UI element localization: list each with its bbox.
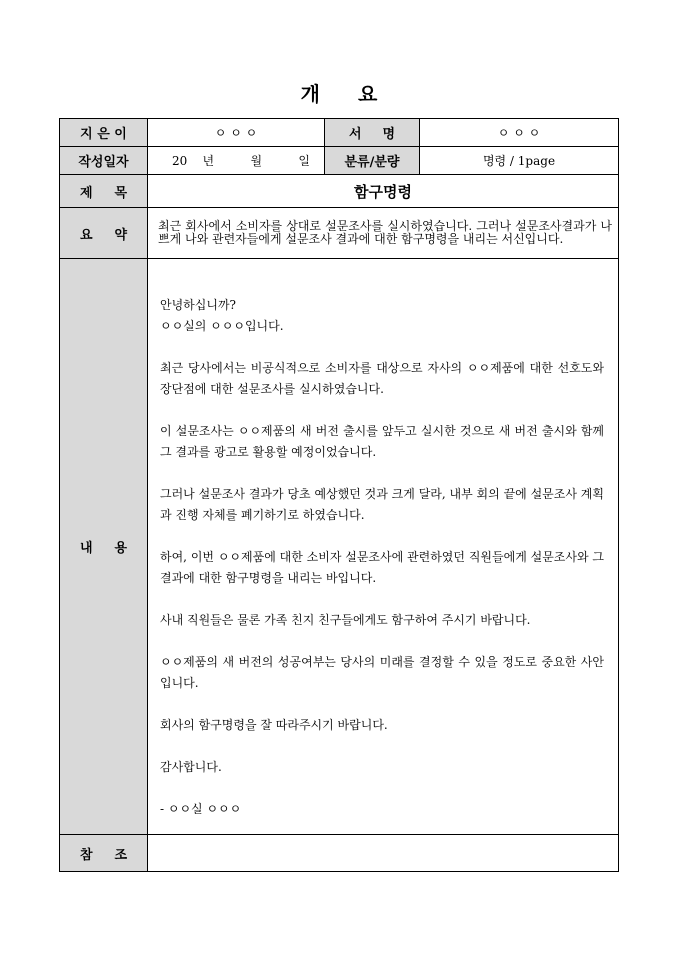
content-paragraph-6: ㅇㅇ제품의 새 버전의 성공여부는 당사의 미래를 결정할 수 있을 정도로 중요한 사안입니다.	[160, 655, 604, 690]
reference-row	[60, 835, 619, 872]
content-label: 내 용	[60, 259, 148, 835]
reference-value	[148, 835, 619, 872]
subject-label: 제 목	[60, 175, 148, 208]
sender-line: ㅇㅇ실의 ㅇㅇㅇ입니다.	[160, 319, 284, 333]
date-month-unit: 월	[250, 154, 263, 168]
date-year: 20 년	[172, 154, 215, 168]
overview-form-table	[59, 118, 619, 872]
summary-label: 요 약	[60, 208, 148, 259]
reference-label: 참 조	[60, 835, 148, 872]
content-body	[148, 259, 619, 835]
signature-label-2: 명	[382, 127, 395, 142]
summary-row	[60, 208, 619, 259]
content-paragraph-5: 사내 직원들은 물론 가족 친지 친구들에게도 함구하여 주시기 바랍니다.	[160, 613, 531, 627]
greeting-line: 안녕하십니까?	[160, 298, 236, 312]
signature-label	[325, 119, 420, 147]
date-row	[60, 147, 619, 175]
subject-row	[60, 175, 619, 208]
document-title-part2: 요	[358, 82, 380, 106]
author-value: ㅇ ㅇ ㅇ	[148, 119, 325, 147]
signature-label-1: 서	[349, 127, 362, 142]
content-paragraph-3: 그러나 설문조사 결과가 당초 예상했던 것과 크게 달라, 내부 회의 끝에 설문조사 계획과 진행 자체를 폐기하기로 하였습니다.	[160, 487, 604, 522]
author-row	[60, 119, 619, 147]
content-paragraph-1: 최근 당사에서는 비공식적으로 소비자를 대상으로 자사의 ㅇㅇ제품에 대한 선호도와 장단점에 대한 설문조사를 실시하였습니다.	[160, 361, 604, 396]
content-paragraph-2: 이 설문조사는 ㅇㅇ제품의 새 버전 출시를 앞두고 실시한 것으로 새 버전 출시와 함께 그 결과를 광고로 활용할 예정이었습니다.	[160, 424, 604, 459]
category-value: 명령 / 1page	[420, 147, 619, 175]
date-value	[148, 147, 325, 175]
content-paragraph-7: 회사의 함구명령을 잘 따라주시기 바랍니다.	[160, 718, 388, 732]
closing-line: 감사합니다.	[160, 760, 222, 774]
content-paragraph-4: 하여, 이번 ㅇㅇ제품에 대한 소비자 설문조사에 관련하였던 직원들에게 설문조사와 그 결과에 대한 함구명령을 내리는 바입니다.	[160, 550, 604, 585]
signature-value: ㅇ ㅇ ㅇ	[420, 119, 619, 147]
content-row	[60, 259, 619, 835]
author-label: 지 은 이	[60, 119, 148, 147]
summary-value: 최근 회사에서 소비자를 상대로 설문조사를 실시하였습니다. 그러나 설문조사결과가 나쁘게 나와 관련자들에게 설문조사 결과에 대한 함구명령을 내리는 서신입니다.	[148, 208, 619, 259]
date-label: 작성일자	[60, 147, 148, 175]
signature-line: - ㅇㅇ실 ㅇㅇㅇ	[160, 802, 242, 816]
date-day-unit: 일	[298, 154, 310, 168]
document-title	[0, 78, 680, 107]
document-title-part1: 개	[300, 82, 322, 106]
category-label: 분류/분량	[325, 147, 420, 175]
subject-value: 함구명령	[148, 175, 619, 208]
